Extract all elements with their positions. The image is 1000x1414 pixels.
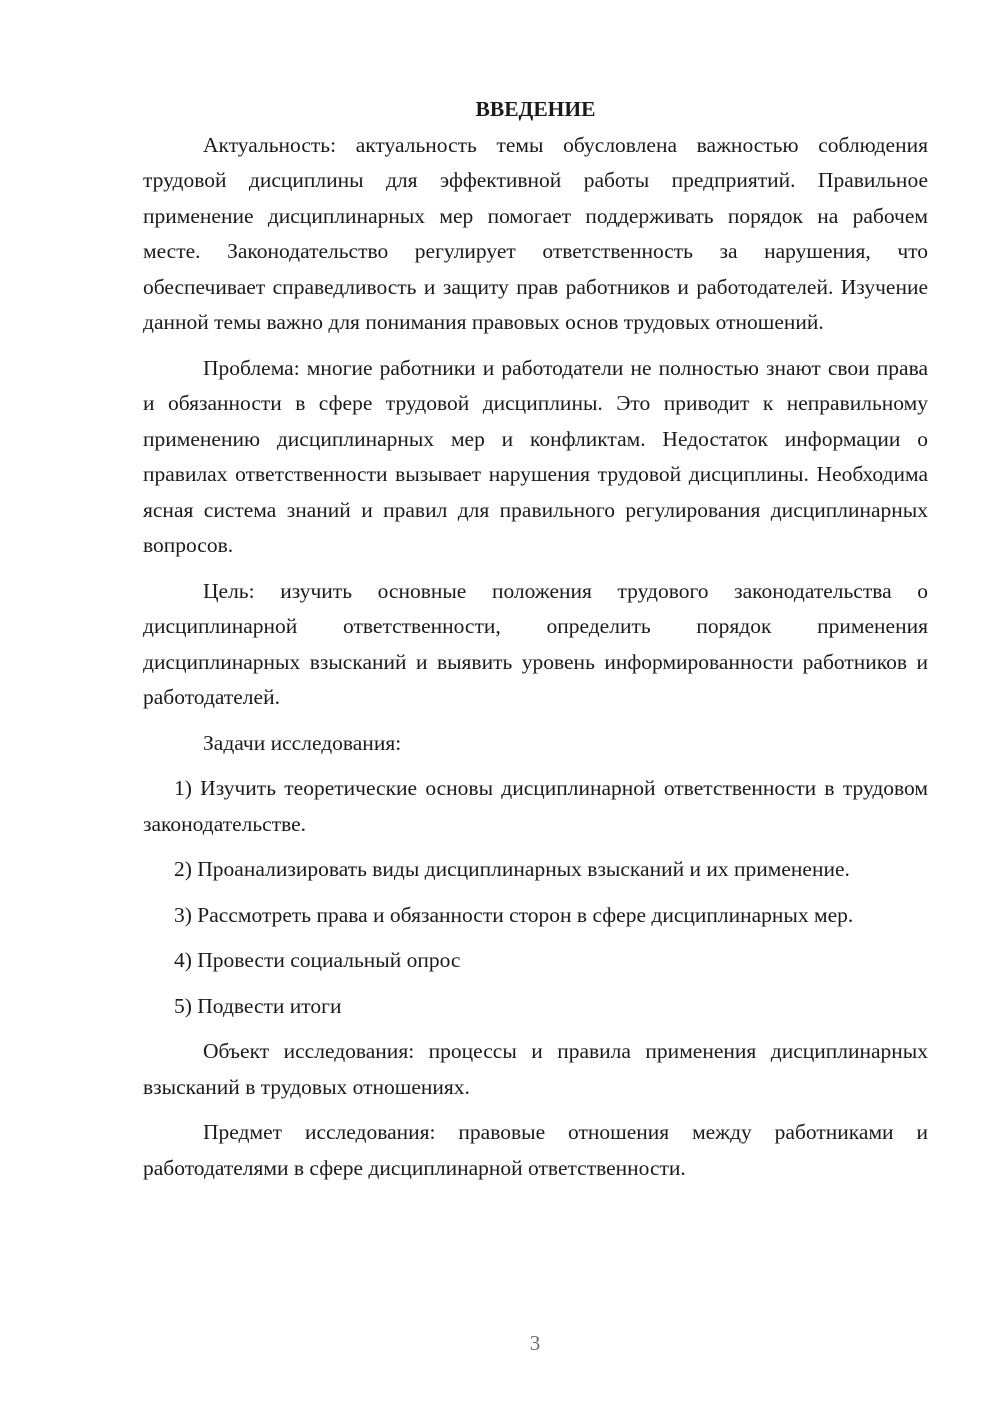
task-item-5: 5) Подвести итоги: [174, 993, 342, 1018]
paragraph-problem: Проблема: многие работники и работодатели не полностью знают свои права и обязанности в сфере трудовой дисциплины. Это приводит к неправильному применению дисциплинарных мер и конфликтам. Недостаток информации о правилах ответственности вызывает нарушения трудовой дисциплины. Необходима ясная система знаний и правил для правильного регулирования дисциплинарных вопросов.: [143, 355, 928, 557]
page-number: 3: [529, 1331, 541, 1355]
task-item-4: 4) Провести социальный опрос: [174, 948, 461, 972]
tasks-heading: Задачи исследования:: [203, 730, 402, 755]
paragraph-object: Объект исследования: процессы и правила применения дисциплинарных взысканий в трудовых отношениях.: [143, 1039, 928, 1099]
paragraph-relevance: Актуальность: актуальность темы обусловлена важностью соблюдения трудовой дисциплины для эффективной работы предприятий. Правильное применение дисциплинарных мер помогает поддерживать порядок на рабочем месте. Законодательство регулирует ответственность за нарушения, что обеспечивает справедливость и защиту прав работников и работодателей. Изучение данной темы важно для понимания правовых основ трудовых отношений.: [143, 132, 928, 334]
document-page: [143, 92, 928, 1186]
paragraph-subject: Предмет исследования: правовые отношения между работниками и работодателями в сфере дисциплинарной ответственности.: [143, 1120, 928, 1180]
task-item-1: 1) Изучить теоретические основы дисциплинарной ответственности в трудовом законодательстве.: [143, 776, 928, 836]
section-title: ВВЕДЕНИЕ: [475, 97, 596, 121]
task-item-3: 3) Рассмотреть права и обязанности сторон в сфере дисциплинарных мер.: [174, 902, 854, 927]
paragraph-goal: Цель: изучить основные положения трудового законодательства о дисциплинарной ответственности, определить порядок применения дисциплинарных взысканий и выявить уровень информированности работников и работодателей.: [143, 578, 928, 709]
task-item-2: 2) Проанализировать виды дисциплинарных взысканий и их применение.: [174, 857, 850, 881]
